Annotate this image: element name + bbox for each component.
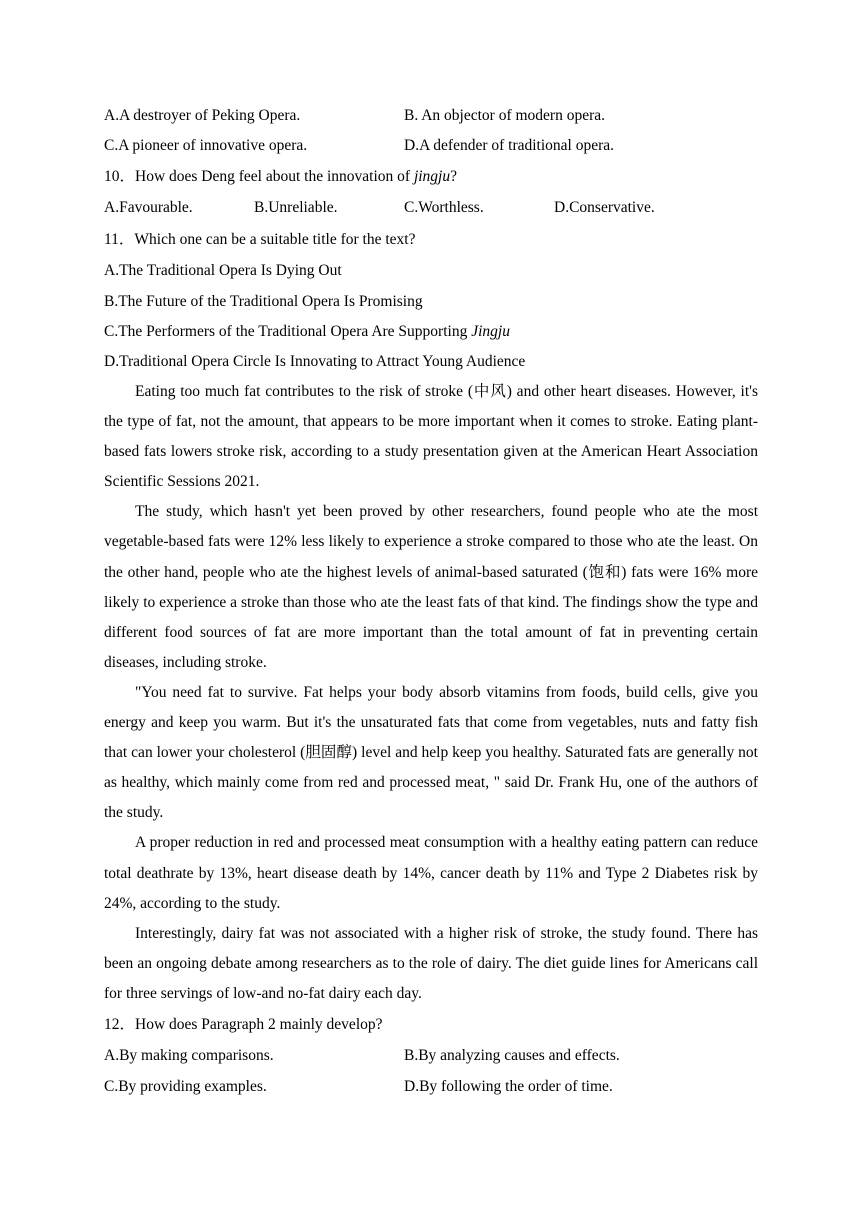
q12-stem: 12．How does Paragraph 2 mainly develop? bbox=[104, 1015, 383, 1033]
exam-page bbox=[104, 101, 758, 1102]
passage-paragraph-3: "You need fat to survive. Fat helps your body absorb vitamins from foods, build cells, give you energy and keep you warm. But it's the unsaturated fats that come from vegetables, nuts and fatty fish that can lower your cholesterol (胆固醇) level and help keep you healthy. Saturated fats are generally not as healthy, which mainly come from red and processed meat, " said Dr. Frank Hu, one of the authors of the study. bbox=[104, 683, 758, 822]
passage-paragraph-4: A proper reduction in red and processed meat consumption with a healthy eating pattern can reduce total deathrate by 13%, heart disease death by 14%, cancer death by 11% and Type 2 Diabetes risk by 24%, according to the study. bbox=[104, 834, 758, 912]
q10-stem: 10．How does Deng feel about the innovation of jingju? bbox=[104, 168, 457, 185]
q12-option-b: B.By analyzing causes and effects. bbox=[404, 1046, 620, 1064]
q9-options-row-2 bbox=[104, 131, 758, 161]
q12-option-d: D.By following the order of time. bbox=[404, 1077, 613, 1095]
q9-options-row-1 bbox=[104, 101, 758, 131]
passage-paragraph-1: Eating too much fat contributes to the risk of stroke (中风) and other heart diseases. However, it's the type of fat, not the amount, that appears to be more important when it comes to stroke. Eating plant-based fats lowers stroke risk, according to a study presentation given at the American Heart Association Scientific Sessions 2021. bbox=[104, 383, 758, 491]
q10-option-b: B.Unreliable. bbox=[254, 199, 338, 216]
q10-option-c: C.Worthless. bbox=[404, 199, 484, 216]
q12-option-a: A.By making comparisons. bbox=[104, 1046, 274, 1064]
q10-option-a: A.Favourable. bbox=[104, 199, 193, 216]
q11-option-d: D.Traditional Opera Circle Is Innovating to Attract Young Audience bbox=[104, 353, 526, 370]
q12-options-row-1 bbox=[104, 1040, 758, 1072]
q11-stem: 11．Which one can be a suitable title for the text? bbox=[104, 231, 416, 248]
q11-option-b: B.The Future of the Traditional Opera Is Promising bbox=[104, 293, 423, 310]
q9-option-d: D.A defender of traditional opera. bbox=[404, 137, 615, 154]
passage-paragraph-2: The study, which hasn't yet been proved by other researchers, found people who ate the most vegetable-based fats were 12% less likely to experience a stroke compared to those who ate the least. On the other hand, people who ate the highest levels of animal-based saturated (饱和) fats were 16% more likely to experience a stroke than those who ate the least fats of that kind. The findings show the type and different food sources of fat are more important than the total amount of fat in preventing certain diseases, including stroke. bbox=[104, 503, 758, 671]
q11-option-c: C.The Performers of the Traditional Opera Are Supporting Jingju bbox=[104, 323, 510, 340]
q12-option-c: C.By providing examples. bbox=[104, 1077, 267, 1095]
q11-option-a: A.The Traditional Opera Is Dying Out bbox=[104, 262, 342, 279]
q9-option-a: A.A destroyer of Peking Opera. bbox=[104, 107, 301, 124]
q10-option-d: D.Conservative. bbox=[554, 199, 655, 216]
passage-paragraph-5: Interestingly, dairy fat was not associated with a higher risk of stroke, the study found. There has been an ongoing debate among researchers as to the role of dairy. The diet guide lines for Americans call for three servings of low-and no-fat dairy each day. bbox=[104, 924, 758, 1002]
q9-option-b: B. An objector of modern opera. bbox=[404, 107, 606, 124]
q12-options-row-2 bbox=[104, 1072, 758, 1102]
q10-options bbox=[104, 192, 758, 224]
q9-option-c: C.A pioneer of innovative opera. bbox=[104, 137, 308, 154]
